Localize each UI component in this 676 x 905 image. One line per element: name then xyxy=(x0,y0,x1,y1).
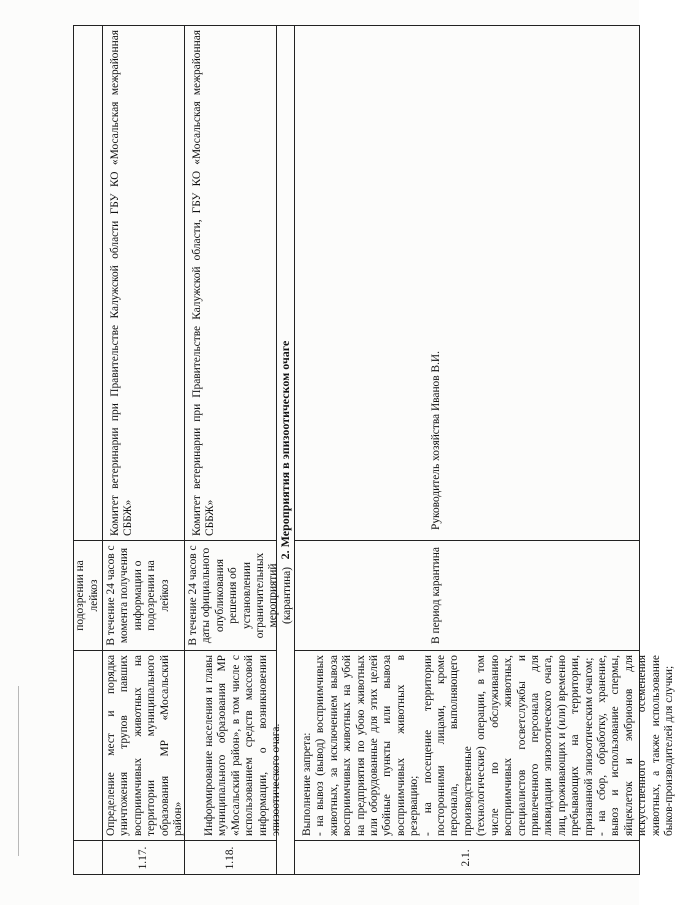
cell-measure: Определение мест и порядка уничтожения трупов павших восприимчивых животных на территории муниципального образования МР «Мосальский район» xyxy=(103,650,185,840)
scan-margin-line xyxy=(18,686,19,856)
cell-number xyxy=(73,840,103,875)
cell-term: подозрении на лейкоз xyxy=(73,540,103,650)
rotated-table xyxy=(73,25,675,875)
measure-line: Выполнение запрета: xyxy=(301,732,313,836)
table-row xyxy=(103,25,185,875)
cell-responsible: Комитет ветеринарии при Правительстве Калужской области ГБУ КО «Мосальская межрайонная СББЖ» xyxy=(103,25,185,540)
table-row-carry-over xyxy=(73,25,103,875)
cell-term: В течение 24 часов с момента получения информации о подозрении на лейкоз xyxy=(103,540,185,650)
cell-measure xyxy=(295,650,675,840)
table-row xyxy=(295,25,675,875)
measure-line: - на вывоз (вывод) восприимчивых животных, за исключением вывоза восприимчивых животных на убой на предприятия по убою животных или оборудованные для этих целей убойные пункты или вывоза восприимчивых животных в резервацию; xyxy=(314,655,421,836)
cell-measure: Информирование населения и главы муниципального образования МР «Мосальский район», в том числе с использованием средств массовой информации, о возникновении эпизоотического очага. xyxy=(185,650,277,840)
cell-number: 1.17. xyxy=(103,840,185,875)
measure-line: - на посещение территории посторонними лицами, кроме персонала, выполняющего производственные (технологические) операции, в том числе по обслуживанию восприимчивых животных, специалистов госветслужбы и привлеченного персонала для ликвидации эпизоотического очага, лиц, проживающих и (или) временно пребывающих на территории, признанной эпизоотическим очагом; xyxy=(421,655,595,836)
cell-number: 2.1. xyxy=(295,840,640,875)
cell-responsible: Комитет ветеринарии при Правительстве Калужской области, ГБУ КО «Мосальская межрайонная СББЖ» xyxy=(185,25,277,540)
cell-number: 1.18. xyxy=(185,840,277,875)
cell-measure xyxy=(73,650,103,840)
section-title: 2. Мероприятия в эпизоотическом очаге xyxy=(277,25,295,875)
cell-term: В период карантина xyxy=(295,540,640,650)
cell-responsible xyxy=(73,25,103,540)
measure-line: - на сбор, обработку, хранение, вывоз и использование спермы, яйцеклеток и эмбрионов для искусственного осеменения животных, а также использование быков-производителей для случки; xyxy=(595,655,675,836)
cell-responsible: Руководитель хозяйства Иванов В.И. xyxy=(295,25,640,540)
cell-term: В течение 24 часов с даты официального опубликования решения об установлении ограничительных мероприятий (карантина) xyxy=(185,540,277,650)
